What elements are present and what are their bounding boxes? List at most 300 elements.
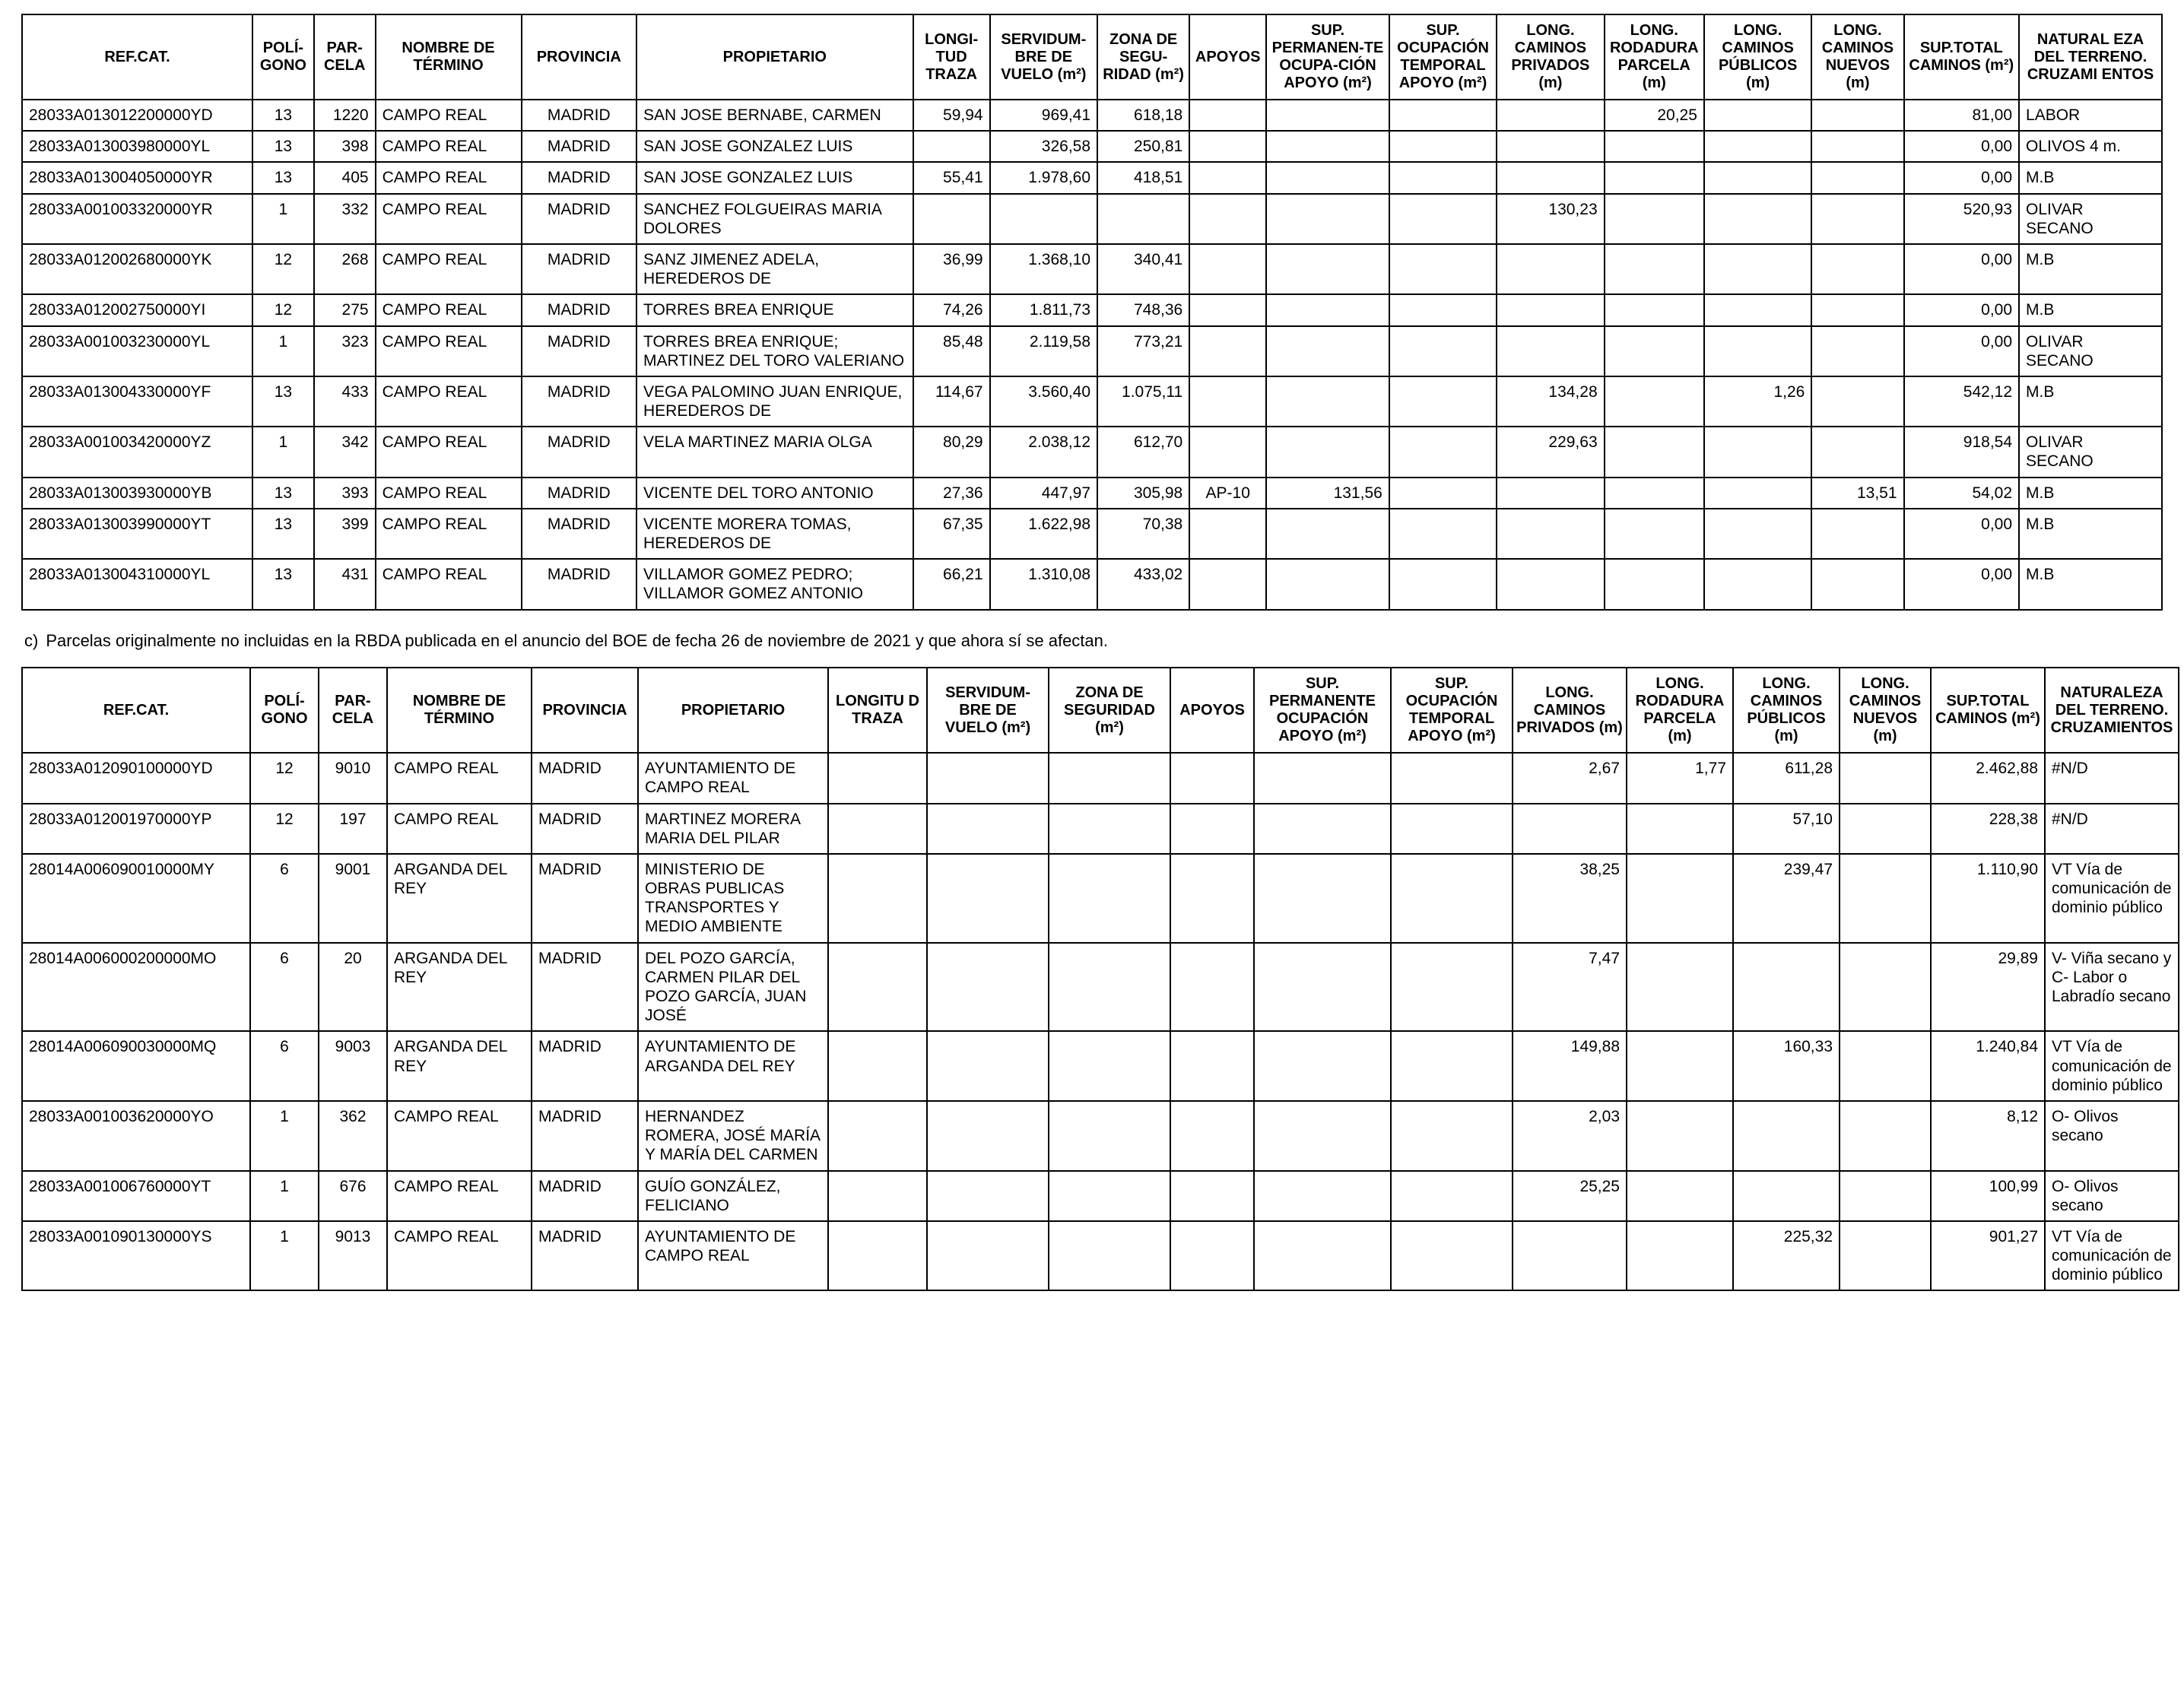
cell-naturaleza: OLIVOS 4 m. (2019, 131, 2162, 162)
col-caminos-publicos: LONG. CAMINOS PÚBLICOS (m) (1733, 668, 1840, 753)
cell-caminos-pub: 1,26 (1704, 376, 1811, 427)
cell-sup-total: 2.462,88 (1931, 753, 2045, 803)
table-row (22, 326, 2162, 376)
cell-caminos-priv (1497, 131, 1604, 162)
cell-propietario: VICENTE DEL TORO ANTONIO (636, 478, 913, 509)
cell-longitud (828, 753, 927, 803)
cell-apoyos (1170, 1101, 1254, 1171)
cell-servidumbre (927, 1221, 1049, 1291)
cell-parcela: 9001 (319, 854, 387, 943)
cell-caminos-priv: 7,47 (1513, 943, 1627, 1032)
cell-naturaleza: M.B (2019, 162, 2162, 193)
cell-ref-cat: 28033A001003230000YL (22, 326, 252, 376)
cell-ref-cat: 28033A001090130000YS (22, 1221, 250, 1291)
cell-sup-total: 0,00 (1904, 131, 2020, 162)
cell-provincia: MADRID (522, 244, 637, 294)
cell-ref-cat: 28033A013004050000YR (22, 162, 252, 193)
cell-caminos-priv: 2,03 (1513, 1101, 1627, 1171)
cell-naturaleza: O- Olivos secano (2045, 1101, 2179, 1171)
cell-provincia: MADRID (532, 1221, 638, 1291)
cell-poligono: 13 (252, 478, 314, 509)
col-sup-temporal: SUP. OCUPACIÓN TEMPORAL APOYO (m²) (1391, 668, 1513, 753)
cell-zona (1049, 854, 1170, 943)
cell-caminos-nuevos (1811, 131, 1903, 162)
cell-sup-perm (1266, 244, 1389, 294)
cell-servidumbre: 969,41 (990, 100, 1097, 131)
cell-servidumbre (927, 1171, 1049, 1221)
cell-parcela: 9003 (319, 1031, 387, 1101)
cell-propietario: AYUNTAMIENTO DE CAMPO REAL (638, 1221, 828, 1291)
cell-ref-cat: 28033A001003420000YZ (22, 427, 252, 477)
cell-termino: ARGANDA DEL REY (387, 854, 532, 943)
cell-sup-temp (1391, 943, 1513, 1032)
cell-sup-temp (1391, 804, 1513, 854)
cell-ref-cat: 28014A006090010000MY (22, 854, 250, 943)
cell-sup-perm (1254, 1101, 1391, 1171)
cell-caminos-priv (1497, 294, 1604, 325)
cell-propietario: SAN JOSE GONZALEZ LUIS (636, 131, 913, 162)
cell-apoyos (1189, 194, 1266, 244)
cell-poligono: 1 (250, 1221, 319, 1291)
cell-sup-total: 8,12 (1931, 1101, 2045, 1171)
cell-caminos-nuevos (1840, 854, 1931, 943)
cell-termino: CAMPO REAL (376, 509, 522, 559)
cell-naturaleza: VT Vía de comunicación de dominio público (2045, 854, 2179, 943)
parcels-table-c (21, 667, 2179, 1291)
cell-propietario: SAN JOSE BERNABE, CARMEN (636, 100, 913, 131)
cell-ref-cat: 28033A013012200000YD (22, 100, 252, 131)
cell-provincia: MADRID (522, 100, 637, 131)
cell-zona: 418,51 (1097, 162, 1189, 193)
cell-caminos-priv: 2,67 (1513, 753, 1627, 803)
col-caminos-publicos: LONG. CAMINOS PÚBLICOS (m) (1704, 14, 1811, 100)
cell-rodadura (1605, 478, 1704, 509)
cell-sup-total: 1.110,90 (1931, 854, 2045, 943)
cell-sup-temp (1391, 854, 1513, 943)
table-row (22, 943, 2179, 1032)
cell-sup-temp (1389, 100, 1497, 131)
cell-caminos-pub: 57,10 (1733, 804, 1840, 854)
cell-zona: 305,98 (1097, 478, 1189, 509)
col-caminos-privados: LONG. CAMINOS PRIVADOS (m) (1513, 668, 1627, 753)
cell-rodadura (1605, 131, 1704, 162)
cell-rodadura (1627, 804, 1733, 854)
cell-apoyos: AP-10 (1189, 478, 1266, 509)
note-text: Parcelas originalmente no incluidas en la RBDA publicada en el anuncio del BOE de fecha 26 de noviembre de 2021 y que ahora sí se afectan. (46, 630, 1109, 650)
cell-caminos-pub (1704, 478, 1811, 509)
cell-sup-perm: 131,56 (1266, 478, 1389, 509)
cell-naturaleza: V- Viña secano y C- Labor o Labradío secano (2045, 943, 2179, 1032)
cell-termino: CAMPO REAL (387, 1221, 532, 1291)
cell-provincia: MADRID (522, 162, 637, 193)
cell-rodadura (1605, 294, 1704, 325)
cell-caminos-pub (1704, 294, 1811, 325)
col-sup-permanente: SUP. PERMANENTE OCUPACIÓN APOYO (m²) (1254, 668, 1391, 753)
cell-poligono: 12 (252, 294, 314, 325)
cell-longitud: 27,36 (913, 478, 990, 509)
cell-apoyos (1189, 509, 1266, 559)
cell-poligono: 6 (250, 943, 319, 1032)
cell-provincia: MADRID (522, 194, 637, 244)
cell-caminos-priv (1497, 162, 1604, 193)
cell-propietario: AYUNTAMIENTO DE ARGANDA DEL REY (638, 1031, 828, 1101)
cell-caminos-priv (1513, 804, 1627, 854)
cell-longitud (828, 1221, 927, 1291)
col-naturaleza: NATURAL EZA DEL TERRENO. CRUZAMI ENTOS (2019, 14, 2162, 100)
cell-apoyos (1170, 1171, 1254, 1221)
cell-zona: 70,38 (1097, 509, 1189, 559)
col-caminos-nuevos: LONG. CAMINOS NUEVOS (m) (1840, 668, 1931, 753)
col-propietario: PROPIETARIO (636, 14, 913, 100)
cell-naturaleza: O- Olivos secano (2045, 1171, 2179, 1221)
cell-sup-total: 81,00 (1904, 100, 2020, 131)
table-row (22, 1171, 2179, 1221)
cell-servidumbre: 1.811,73 (990, 294, 1097, 325)
cell-parcela: 342 (314, 427, 376, 477)
table-row (22, 804, 2179, 854)
cell-zona (1049, 1171, 1170, 1221)
col-longitud-traza: LONGITU D TRAZA (828, 668, 927, 753)
cell-apoyos (1189, 131, 1266, 162)
cell-ref-cat: 28033A013003930000YB (22, 478, 252, 509)
cell-apoyos (1189, 559, 1266, 609)
cell-caminos-priv: 25,25 (1513, 1171, 1627, 1221)
cell-caminos-priv (1497, 559, 1604, 609)
cell-termino: CAMPO REAL (387, 1101, 532, 1171)
cell-poligono: 6 (250, 1031, 319, 1101)
cell-longitud: 80,29 (913, 427, 990, 477)
cell-ref-cat: 28033A012002680000YK (22, 244, 252, 294)
cell-provincia: MADRID (532, 1171, 638, 1221)
cell-rodadura (1605, 194, 1704, 244)
col-zona-seguridad: ZONA DE SEGU-RIDAD (m²) (1097, 14, 1189, 100)
cell-sup-perm (1266, 559, 1389, 609)
cell-parcela: 398 (314, 131, 376, 162)
cell-caminos-nuevos (1840, 943, 1931, 1032)
col-apoyos: APOYOS (1189, 14, 1266, 100)
cell-sup-total: 0,00 (1904, 294, 2020, 325)
cell-zona: 1.075,11 (1097, 376, 1189, 427)
cell-zona (1049, 1221, 1170, 1291)
cell-caminos-priv: 149,88 (1513, 1031, 1627, 1101)
cell-provincia: MADRID (522, 509, 637, 559)
cell-caminos-pub: 239,47 (1733, 854, 1840, 943)
cell-caminos-priv: 229,63 (1497, 427, 1604, 477)
cell-servidumbre (927, 804, 1049, 854)
cell-naturaleza: OLIVAR SECANO (2019, 427, 2162, 477)
cell-poligono: 1 (252, 427, 314, 477)
cell-caminos-pub: 611,28 (1733, 753, 1840, 803)
cell-apoyos (1170, 804, 1254, 854)
cell-apoyos (1189, 294, 1266, 325)
cell-sup-perm (1266, 427, 1389, 477)
cell-termino: CAMPO REAL (376, 244, 522, 294)
cell-sup-total: 0,00 (1904, 509, 2020, 559)
cell-caminos-nuevos (1811, 100, 1903, 131)
cell-servidumbre: 1.978,60 (990, 162, 1097, 193)
cell-rodadura (1605, 244, 1704, 294)
cell-parcela: 20 (319, 943, 387, 1032)
table-row (22, 427, 2162, 477)
cell-longitud (828, 1171, 927, 1221)
cell-termino: CAMPO REAL (387, 1171, 532, 1221)
cell-servidumbre (990, 194, 1097, 244)
cell-zona: 612,70 (1097, 427, 1189, 477)
cell-caminos-pub (1704, 509, 1811, 559)
table-row (22, 244, 2162, 294)
cell-naturaleza: VT Vía de comunicación de dominio público (2045, 1031, 2179, 1101)
cell-ref-cat: 28014A006000200000MO (22, 943, 250, 1032)
col-poligono: POLÍ-GONO (252, 14, 314, 100)
cell-termino: CAMPO REAL (376, 100, 522, 131)
cell-propietario: VEGA PALOMINO JUAN ENRIQUE, HEREDEROS DE (636, 376, 913, 427)
cell-caminos-nuevos (1811, 376, 1903, 427)
col-nombre-termino: NOMBRE DE TÉRMINO (376, 14, 522, 100)
cell-sup-temp (1389, 326, 1497, 376)
cell-zona (1049, 804, 1170, 854)
cell-zona (1049, 1031, 1170, 1101)
cell-sup-perm (1254, 753, 1391, 803)
cell-caminos-nuevos (1811, 294, 1903, 325)
cell-rodadura (1627, 1221, 1733, 1291)
cell-sup-total: 228,38 (1931, 804, 2045, 854)
cell-apoyos (1189, 162, 1266, 193)
cell-caminos-pub: 160,33 (1733, 1031, 1840, 1101)
col-sup-temporal: SUP. OCUPACIÓN TEMPORAL APOYO (m²) (1389, 14, 1497, 100)
cell-longitud: 114,67 (913, 376, 990, 427)
cell-poligono: 1 (250, 1101, 319, 1171)
cell-sup-temp (1389, 559, 1497, 609)
cell-longitud (828, 1031, 927, 1101)
cell-propietario: AYUNTAMIENTO DE CAMPO REAL (638, 753, 828, 803)
cell-ref-cat: 28033A001003320000YR (22, 194, 252, 244)
cell-caminos-pub (1704, 559, 1811, 609)
cell-sup-total: 0,00 (1904, 244, 2020, 294)
cell-sup-temp (1389, 294, 1497, 325)
cell-zona (1049, 943, 1170, 1032)
cell-ref-cat: 28033A012090100000YD (22, 753, 250, 803)
col-servidumbre-vuelo: SERVIDUM-BRE DE VUELO (m²) (990, 14, 1097, 100)
cell-termino: ARGANDA DEL REY (387, 943, 532, 1032)
cell-naturaleza: OLIVAR SECANO (2019, 194, 2162, 244)
table-row (22, 294, 2162, 325)
cell-apoyos (1170, 753, 1254, 803)
cell-propietario: SAN JOSE GONZALEZ LUIS (636, 162, 913, 193)
col-provincia: PROVINCIA (532, 668, 638, 753)
cell-provincia: MADRID (522, 376, 637, 427)
cell-apoyos (1189, 244, 1266, 294)
cell-poligono: 1 (252, 194, 314, 244)
cell-zona: 433,02 (1097, 559, 1189, 609)
cell-caminos-pub: 225,32 (1733, 1221, 1840, 1291)
cell-caminos-pub (1733, 1101, 1840, 1171)
cell-sup-total: 1.240,84 (1931, 1031, 2045, 1101)
cell-caminos-priv: 130,23 (1497, 194, 1604, 244)
cell-caminos-pub (1733, 1171, 1840, 1221)
cell-caminos-pub (1733, 943, 1840, 1032)
cell-sup-perm (1266, 326, 1389, 376)
col-ref-cat: REF.CAT. (22, 14, 252, 100)
cell-rodadura (1627, 1171, 1733, 1221)
cell-parcela: 323 (314, 326, 376, 376)
cell-caminos-priv (1497, 478, 1604, 509)
cell-sup-perm (1266, 131, 1389, 162)
cell-sup-perm (1266, 194, 1389, 244)
col-ref-cat: REF.CAT. (22, 668, 250, 753)
cell-sup-perm (1254, 943, 1391, 1032)
cell-ref-cat: 28014A006090030000MQ (22, 1031, 250, 1101)
cell-termino: CAMPO REAL (376, 131, 522, 162)
col-rodadura-parcela: LONG. RODADURA PARCELA (m) (1627, 668, 1733, 753)
cell-caminos-pub (1704, 162, 1811, 193)
cell-termino: CAMPO REAL (376, 559, 522, 609)
cell-parcela: 197 (319, 804, 387, 854)
cell-apoyos (1170, 1221, 1254, 1291)
cell-apoyos (1189, 427, 1266, 477)
cell-zona (1097, 194, 1189, 244)
cell-apoyos (1170, 854, 1254, 943)
cell-termino: CAMPO REAL (376, 478, 522, 509)
cell-poligono: 12 (250, 804, 319, 854)
col-parcela: PAR-CELA (314, 14, 376, 100)
cell-caminos-priv (1513, 1221, 1627, 1291)
cell-termino: CAMPO REAL (376, 162, 522, 193)
cell-rodadura (1605, 162, 1704, 193)
col-provincia: PROVINCIA (522, 14, 637, 100)
cell-sup-temp (1391, 1171, 1513, 1221)
cell-termino: CAMPO REAL (376, 194, 522, 244)
cell-sup-total: 0,00 (1904, 162, 2020, 193)
cell-poligono: 12 (252, 244, 314, 294)
cell-naturaleza: M.B (2019, 376, 2162, 427)
cell-ref-cat: 28033A012001970000YP (22, 804, 250, 854)
cell-caminos-nuevos (1811, 559, 1903, 609)
cell-ref-cat: 28033A001006760000YT (22, 1171, 250, 1221)
table-header-row (22, 668, 2179, 753)
col-apoyos: APOYOS (1170, 668, 1254, 753)
cell-poligono: 13 (252, 376, 314, 427)
cell-parcela: 1220 (314, 100, 376, 131)
table-row (22, 478, 2162, 509)
cell-apoyos (1189, 326, 1266, 376)
cell-caminos-nuevos (1811, 194, 1903, 244)
cell-longitud (913, 131, 990, 162)
cell-caminos-priv: 134,28 (1497, 376, 1604, 427)
cell-termino: CAMPO REAL (387, 804, 532, 854)
cell-parcela: 393 (314, 478, 376, 509)
cell-servidumbre (927, 943, 1049, 1032)
col-poligono: POLÍ-GONO (250, 668, 319, 753)
table-row (22, 162, 2162, 193)
cell-parcela: 9013 (319, 1221, 387, 1291)
col-caminos-privados: LONG. CAMINOS PRIVADOS (m) (1497, 14, 1604, 100)
cell-termino: CAMPO REAL (387, 753, 532, 803)
cell-servidumbre: 3.560,40 (990, 376, 1097, 427)
cell-servidumbre (927, 854, 1049, 943)
cell-caminos-nuevos (1840, 804, 1931, 854)
col-servidumbre-vuelo: SERVIDUM-BRE DE VUELO (m²) (927, 668, 1049, 753)
cell-provincia: MADRID (522, 427, 637, 477)
cell-sup-perm (1266, 509, 1389, 559)
cell-servidumbre: 1.622,98 (990, 509, 1097, 559)
parcels-table-b (21, 14, 2163, 611)
cell-zona: 773,21 (1097, 326, 1189, 376)
cell-caminos-pub (1704, 326, 1811, 376)
cell-sup-temp (1391, 1101, 1513, 1171)
cell-naturaleza: #N/D (2045, 753, 2179, 803)
cell-caminos-nuevos (1811, 326, 1903, 376)
cell-parcela: 433 (314, 376, 376, 427)
cell-sup-total: 0,00 (1904, 326, 2020, 376)
col-caminos-nuevos: LONG. CAMINOS NUEVOS (m) (1811, 14, 1903, 100)
cell-sup-temp (1389, 194, 1497, 244)
cell-provincia: MADRID (532, 1101, 638, 1171)
cell-sup-perm (1266, 162, 1389, 193)
cell-propietario: VILLAMOR GOMEZ PEDRO; VILLAMOR GOMEZ ANTONIO (636, 559, 913, 609)
cell-poligono: 1 (250, 1171, 319, 1221)
cell-sup-temp (1391, 753, 1513, 803)
cell-servidumbre (927, 1031, 1049, 1101)
cell-sup-perm (1266, 294, 1389, 325)
cell-rodadura: 20,25 (1605, 100, 1704, 131)
cell-servidumbre: 2.038,12 (990, 427, 1097, 477)
cell-sup-perm (1254, 854, 1391, 943)
cell-provincia: MADRID (522, 326, 637, 376)
cell-termino: CAMPO REAL (376, 294, 522, 325)
col-nombre-termino: NOMBRE DE TÉRMINO (387, 668, 532, 753)
cell-provincia: MADRID (532, 943, 638, 1032)
cell-sup-total: 901,27 (1931, 1221, 2045, 1291)
cell-sup-temp (1389, 244, 1497, 294)
cell-sup-perm (1254, 1221, 1391, 1291)
cell-naturaleza: LABOR (2019, 100, 2162, 131)
cell-zona: 618,18 (1097, 100, 1189, 131)
cell-sup-perm (1254, 1031, 1391, 1101)
table-row (22, 1221, 2179, 1291)
cell-caminos-nuevos (1811, 244, 1903, 294)
cell-parcela: 399 (314, 509, 376, 559)
cell-longitud: 67,35 (913, 509, 990, 559)
cell-sup-total: 0,00 (1904, 559, 2020, 609)
cell-propietario: TORRES BREA ENRIQUE (636, 294, 913, 325)
cell-servidumbre: 1.310,08 (990, 559, 1097, 609)
cell-termino: ARGANDA DEL REY (387, 1031, 532, 1101)
table-row (22, 753, 2179, 803)
table-row (22, 559, 2162, 609)
cell-sup-temp (1391, 1221, 1513, 1291)
col-naturaleza: NATURALEZA DEL TERRENO. CRUZAMIENTOS (2045, 668, 2179, 753)
cell-parcela: 332 (314, 194, 376, 244)
cell-sup-total: 100,99 (1931, 1171, 2045, 1221)
cell-apoyos (1189, 100, 1266, 131)
cell-propietario: SANCHEZ FOLGUEIRAS MARIA DOLORES (636, 194, 913, 244)
cell-propietario: MINISTERIO DE OBRAS PUBLICAS TRANSPORTES Y MEDIO AMBIENTE (638, 854, 828, 943)
cell-naturaleza: M.B (2019, 478, 2162, 509)
cell-apoyos (1170, 1031, 1254, 1101)
cell-rodadura (1605, 376, 1704, 427)
cell-poligono: 13 (252, 131, 314, 162)
cell-servidumbre (927, 1101, 1049, 1171)
cell-caminos-nuevos (1840, 1221, 1931, 1291)
cell-ref-cat: 28033A013003980000YL (22, 131, 252, 162)
cell-caminos-nuevos (1840, 1031, 1931, 1101)
cell-caminos-priv: 38,25 (1513, 854, 1627, 943)
cell-ref-cat: 28033A013004310000YL (22, 559, 252, 609)
cell-sup-perm (1254, 804, 1391, 854)
cell-zona: 340,41 (1097, 244, 1189, 294)
cell-ref-cat: 28033A013003990000YT (22, 509, 252, 559)
cell-sup-total: 54,02 (1904, 478, 2020, 509)
